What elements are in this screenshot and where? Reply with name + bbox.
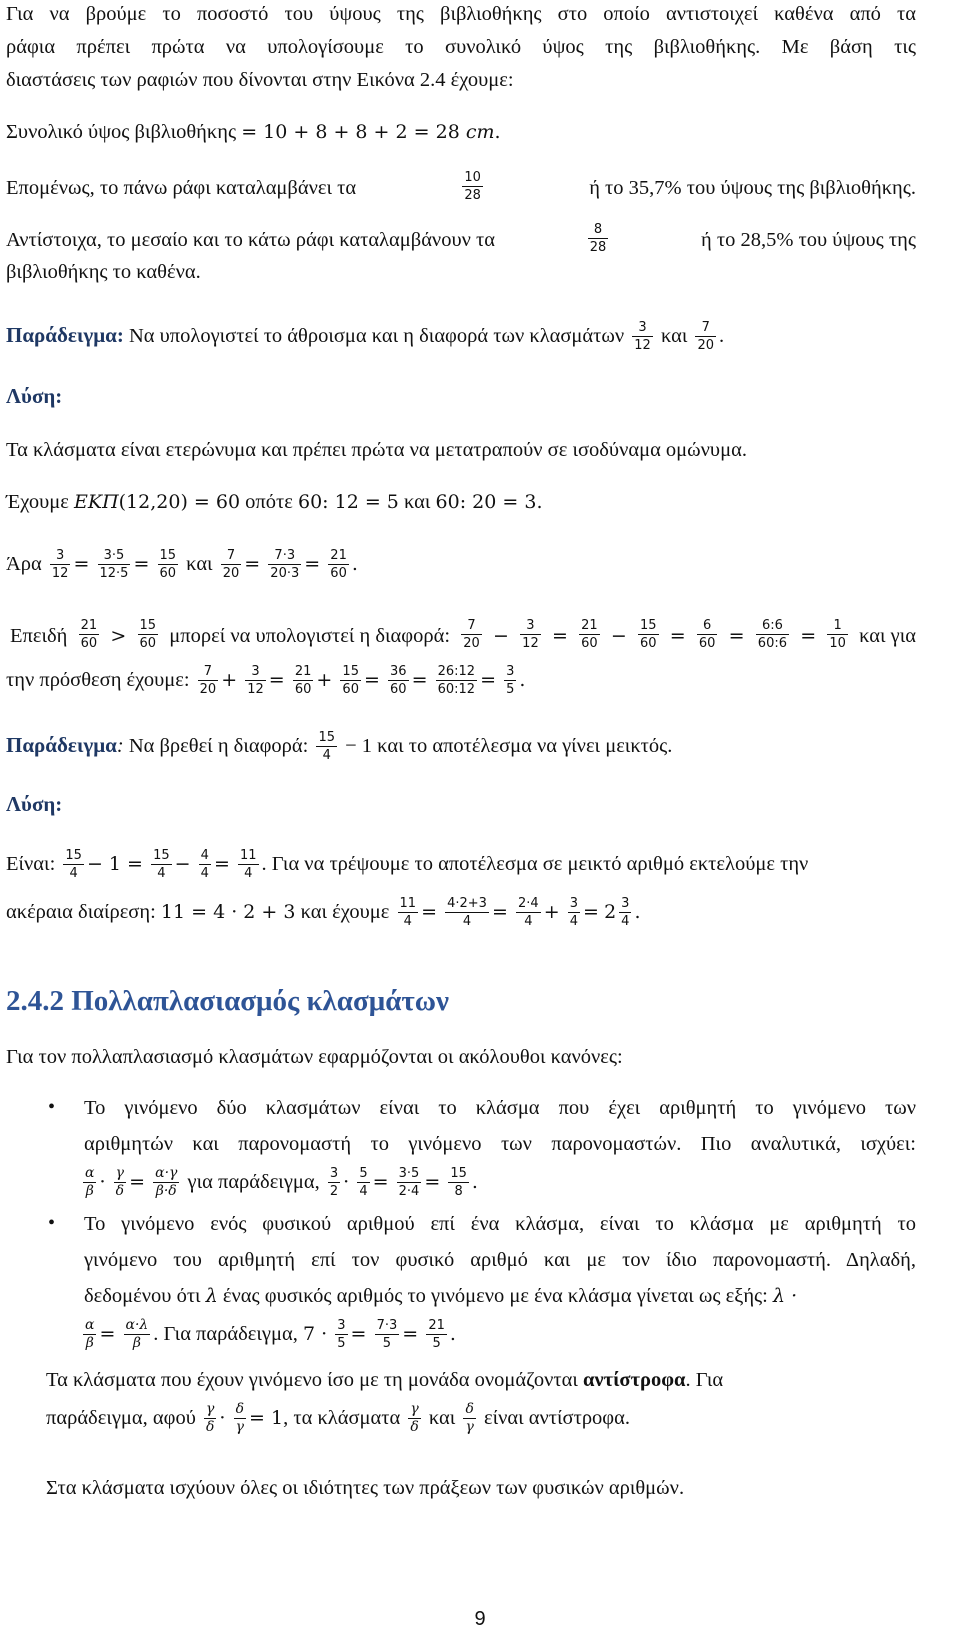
top-shelf-line: [6, 170, 916, 205]
closing-line: Στα κλάσματα ισχύουν όλες οι ιδιότητες των πράξεων των φυσικών αριθμών.: [46, 1477, 685, 1499]
sum-line: την πρόσθεση έχουμε: $\frac{7}{20}$ + $\frac{3}{12}$ = $\frac{21}{60}$ + $\frac{15}{60}$ = $\frac{36}{60}$ = $\frac{26:12}{60:12}$ = $\frac{3}{5}$ .: [6, 664, 526, 697]
paragraph-line: Τα κλάσματα είναι ετερώνυμα και πρέπει πρώτα να μετατραπούν σε ισοδύναμα ομώνυμα.: [6, 439, 747, 461]
mixed-number-line-2: ακέραια διαίρεση: 11 = 4 · 2 + 3 και έχουμε $\frac{11}{4}$ = $\frac{4\cdot 2+3}{4}$ = $\frac{2\cdot 4}{4}$ + $\frac{3}{4}$ = 2 $\frac{3}{4}$ .: [6, 896, 641, 929]
keyword: αντίστροφα: [583, 1369, 686, 1391]
example-1: Παράδειγμα: Να υπολογιστεί το άθροισμα και η διαφορά των κλασμάτων $\frac{3}{12}$ και $\frac{7}{20}$ .: [6, 320, 725, 353]
paragraph-line: βιβλιοθήκης το καθένα.: [6, 261, 201, 283]
paragraph-line: ράφια πρέπει πρώτα να υπολογίσουμε το συνολικό ύψος της βιβλιοθήκης. Με βάση τις: [6, 36, 916, 58]
solution-label: Λύση:: [6, 384, 63, 408]
equivalent-fractions-line: Άρα $\frac{3}{12}$ = $\frac{3\cdot 5}{12\cdot 5}$ = $\frac{15}{60}$ και $\frac{7}{20}$ = $\frac{7\cdot 3}{20\cdot 3}$ = $\frac{21}{60}$ .: [6, 548, 358, 581]
math-unit: cm: [465, 121, 495, 143]
fraction: 8 28: [589, 222, 607, 255]
bullet-line: δεδομένου ότι λ ένας φυσικός αριθμός το γινόμενο με ένα κλάσμα γίνεται ως εξής: λ ·: [84, 1285, 798, 1307]
total-height-line: Συνολικό ύψος βιβλιοθήκης = 10 + 8 + 8 + 2 = 28 cm.: [6, 121, 501, 143]
bullet-math-line: $\frac{\alpha}{\beta}$ · $\frac{\gamma}{\delta}$ = $\frac{\alpha\cdot\gamma}{\beta\cdot\delta}$ για παράδειγμα, $\frac{3}{2}$ · $\frac{5}{4}$ = $\frac{3\cdot 5}{2\cdot 4}$ = $\frac{15}{8}$ .: [85, 1165, 478, 1199]
section-heading: 2.4.2 Πολλαπλασιασμός κλασμάτων: [6, 985, 449, 1017]
reciprocals-line-2: παράδειγμα, αφού $\frac{\gamma}{\delta}$ · $\frac{\delta}{\gamma}$ = 1, τα κλάσματα $\frac{\gamma}{\delta}$ και $\frac{\delta}{\gamma}$ είναι αντίστροφα.: [46, 1401, 631, 1435]
text: Επομένως, το πάνω ράφι καταλαμβάνει τα: [6, 176, 357, 199]
fraction: $\frac{3}{12}$: [634, 320, 651, 353]
difference-line: Επειδή 21 60 > 15 60 μπορεί να υπολογιστεί η διαφορά: 7 20 − $\frac{3}{12}$ = $\frac{21}{60}$ − $\frac{15}{60}$ = $\frac{6}{60}$ = $\frac{6:6}{60:6}$ = $\frac{1}{10}$ και για: [10, 618, 916, 651]
bullet-icon: •: [48, 1096, 56, 1118]
bullet-line: αριθμητών και παρονομαστή το γινόμενο των παρονομαστών. Πιο αναλυτικά, ισχύει:: [84, 1133, 916, 1155]
example-label: Παράδειγμα: [6, 733, 117, 758]
example-2: Παράδειγμα: Να βρεθεί η διαφορά: $\frac{15}{4}$ − 1 και το αποτέλεσμα να γίνει μεικτός.: [6, 730, 673, 763]
paragraph-line: διαστάσεις των ραφιών που δίνονται στην Εικόνα 2.4 έχουμε:: [6, 69, 514, 91]
bullet-line: Το γινόμενο ενός φυσικού αριθμού επί ένα κλάσμα, είναι το κλάσμα με αριθμητή το: [84, 1213, 916, 1235]
reciprocals-line-1: Τα κλάσματα που έχουν γινόμενο ίσο με τη μονάδα ονομάζονται αντίστροφα. Για: [46, 1369, 724, 1391]
fraction: $\frac{7}{20}$: [697, 320, 715, 353]
paragraph-line: Για να βρούμε το ποσοστό του ύψους της βιβλιοθήκης στο οποίο αντιστοιχεί καθένα από τα: [6, 3, 916, 25]
page-number: 9: [474, 1608, 486, 1630]
middle-shelf-line: [6, 222, 916, 257]
text: και: [660, 325, 688, 348]
lcm-line: Έχουμε ΕΚΠ(12,20) = 60 οπότε 60: 12 = 5 και 60: 20 = 3.: [6, 491, 543, 513]
text: Συνολικό ύψος βιβλιοθήκης: [6, 121, 237, 143]
bullet-line: γινόμενο του αριθμητή επί τον φυσικό αριθμό και με τον ίδιο παρονομαστή. Δηλαδή,: [84, 1249, 916, 1271]
section-intro: Για τον πολλαπλασιασμό κλασμάτων εφαρμόζονται οι ακόλουθοι κανόνες:: [6, 1046, 623, 1068]
text: Να υπολογιστεί το άθροισμα και η διαφορά των κλασμάτων: [128, 325, 625, 348]
math: = 10 + 8 + 8 + 2 = 28: [241, 121, 466, 143]
bullet-line: Το γινόμενο δύο κλασμάτων είναι το κλάσμα που έχει αριθμητή το γινόμενο των: [84, 1097, 916, 1119]
solution-label: Λύση:: [6, 792, 63, 816]
text: ή το 35,7% του ύψους της βιβλιοθήκης.: [589, 176, 916, 199]
fraction: 10 28: [464, 170, 481, 203]
text: Αντίστοιχα, το μεσαίο και το κάτω ράφι καταλαμβάνουν τα: [6, 228, 495, 251]
text: ή το 28,5% του ύψους της: [701, 228, 916, 251]
bullet-math-line: $\frac{\alpha}{\beta}$ = $\frac{\alpha\cdot\lambda}{\beta}$ . Για παράδειγμα, 7 · $\frac{3}{5}$ = $\frac{7\cdot 3}{5}$ = $\frac{21}{5}$ .: [85, 1317, 456, 1351]
mixed-number-line-1: Είναι: $\frac{15}{4}$ − 1 = $\frac{15}{4}$ − $\frac{4}{4}$ = $\frac{11}{4}$ . Για να τρέψουμε το αποτέλεσμα σε μεικτό αριθμό εκτελούμε την: [6, 848, 809, 881]
example-label: Παράδειγμα:: [6, 323, 124, 348]
bullet-icon: •: [48, 1212, 56, 1234]
